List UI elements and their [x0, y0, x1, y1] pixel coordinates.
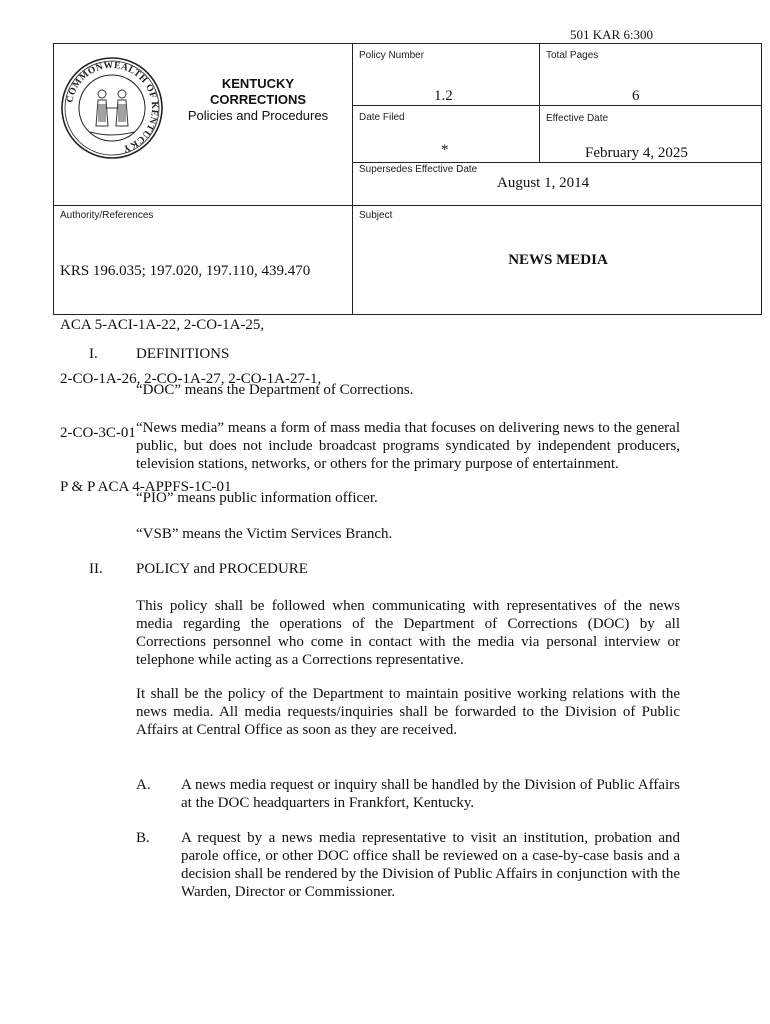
list-letter: A. — [136, 777, 151, 793]
divider — [352, 162, 762, 163]
org-line-1: KENTUCKY — [221, 76, 295, 91]
total-pages: 6 — [632, 88, 640, 104]
policy-paragraph: This policy shall be followed when communicating with representatives of the news media regarding the operations of the Department of Corrections (DOC) by all Corrections personnel who come in contact with the media via personal interview or telephone while acting as a Corrections representative. — [136, 598, 680, 668]
policy-paragraph: It shall be the policy of the Department to maintain positive working relations with the news media. All media requests/inquiries shall be forwarded to the Division of Public Affairs at Central Office as soon as they are received. — [136, 686, 680, 738]
org-line-2: CORRECTIONS — [209, 92, 307, 107]
effective-date-label: Effective Date — [546, 113, 609, 124]
section-title: DEFINITIONS — [136, 346, 230, 362]
supersedes-label: Supersedes Effective Date — [359, 164, 478, 175]
effective-date: February 4, 2025 — [585, 145, 688, 161]
date-filed-label: Date Filed — [359, 112, 405, 123]
authority-label: Authority/References — [60, 210, 154, 221]
authority-references — [60, 226, 321, 532]
kar-reference: 501 KAR 6:300 — [570, 27, 654, 42]
divider — [352, 105, 762, 106]
authority-line: 2-CO-3C-01 — [60, 425, 136, 441]
definition-doc: “DOC” means the Department of Corrections. — [136, 382, 414, 398]
divider — [54, 205, 762, 206]
definition-vsb: “VSB” means the Victim Services Branch. — [136, 526, 393, 542]
definition-pio: “PIO” means public information officer. — [136, 490, 378, 506]
section-number: I. — [89, 346, 98, 362]
section-number: II. — [89, 561, 103, 577]
section-title: POLICY and PROCEDURE — [136, 561, 308, 577]
policy-number-label: Policy Number — [359, 50, 425, 61]
supersedes-date: August 1, 2014 — [497, 175, 590, 191]
authority-line: 2-CO-1A-26, 2-CO-1A-27, 2-CO-1A-27-1, — [60, 371, 322, 387]
list-text: A request by a news media representative to visit an institution, probation and parole office, or other DOC office shall be reviewed on a case-by-case basis and a decision shall be rendered by the Division of Public Affairs in conjunction with the Warden, Director or Commissioner. — [181, 830, 680, 900]
definition-news-media: “News media” means a form of mass media that focuses on delivering news to the general public, but does not include broadcast programs syndicated by independent producers, television stations, networks, or others for the primary purpose of entertainment. — [136, 420, 680, 472]
svg-text:COMMONWEALTH OF KENTUCKY: COMMONWEALTH OF KENTUCKY — [65, 60, 160, 154]
org-line-3: Policies and Procedures — [187, 108, 329, 123]
agency-name — [184, 76, 332, 124]
total-pages-label: Total Pages — [546, 50, 599, 61]
divider — [539, 44, 540, 163]
list-letter: B. — [136, 830, 150, 846]
authority-line: KRS 196.035; 197.020, 197.110, 439.470 — [60, 263, 311, 279]
kentucky-seal-icon — [60, 56, 164, 160]
authority-line: ACA 5-ACI-1A-22, 2-CO-1A-25, — [60, 317, 265, 333]
policy-number: 1.2 — [434, 88, 453, 104]
divider — [352, 44, 353, 315]
date-filed: * — [441, 142, 449, 158]
subject-title: NEWS MEDIA — [508, 252, 608, 268]
subject-label: Subject — [359, 210, 393, 221]
list-text: A news media request or inquiry shall be handled by the Division of Public Affairs at the DOC headquarters in Frankfort, Kentucky. — [181, 777, 680, 811]
authority-line: P & P ACA 4-APPFS-1C-01 — [60, 479, 232, 495]
